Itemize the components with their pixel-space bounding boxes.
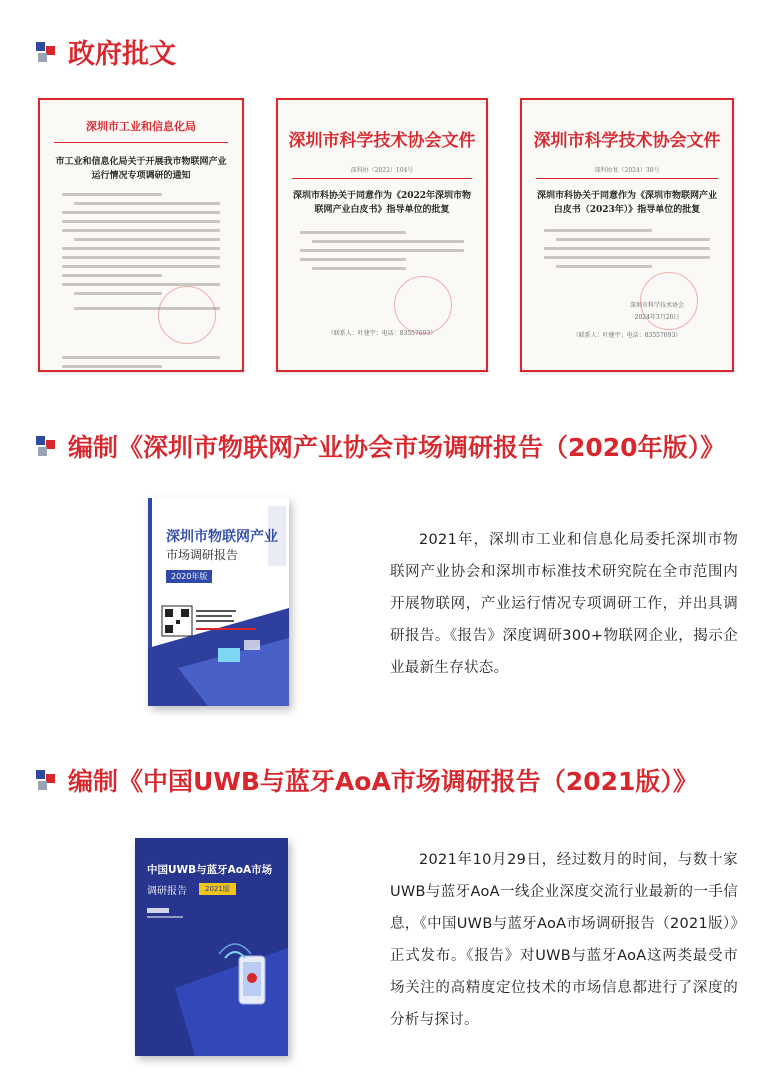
official-seal bbox=[394, 276, 452, 334]
report-2020-description bbox=[390, 524, 738, 684]
section-bullet-icon bbox=[36, 770, 56, 790]
doc-header-rule bbox=[54, 142, 228, 143]
approval-document-1 bbox=[38, 98, 244, 372]
doc-header: 深圳市工业和信息化局 bbox=[86, 120, 196, 133]
cover-title-line1: 中国UWB与蓝牙AoA市场 bbox=[147, 864, 273, 876]
section-bullet-icon bbox=[36, 436, 56, 456]
doc-text-line bbox=[312, 267, 406, 270]
doc-text-line bbox=[62, 256, 220, 259]
section-title-text: 政府批文 bbox=[68, 39, 176, 70]
doc-date: 2024年3月26日 bbox=[634, 314, 680, 321]
section-title-approvals bbox=[36, 32, 176, 71]
report-cover-2021 bbox=[135, 838, 288, 1056]
doc-title: 深圳市科协关于同意作为《深圳市物联网产业白皮书（2023年）》指导单位的批复 bbox=[536, 191, 717, 215]
cover-title-line1: 深圳市物联网产业 bbox=[166, 529, 278, 545]
cover-title-line2: 市场调研报告 bbox=[166, 548, 239, 562]
doc-text-line bbox=[74, 202, 220, 205]
doc-text-line bbox=[62, 274, 162, 277]
section-bullet-icon bbox=[36, 42, 56, 62]
approval-document-3 bbox=[520, 98, 734, 372]
cover-title-line2: 调研报告 bbox=[147, 886, 187, 897]
doc-signer: 深圳市科学技术协会 bbox=[629, 302, 684, 309]
doc-text-line bbox=[62, 283, 220, 286]
doc-text-line bbox=[556, 238, 710, 241]
section-title-text: 编制《深圳市物联网产业协会市场调研报告（2020年版）》 bbox=[68, 433, 726, 462]
approval-document-2 bbox=[276, 98, 488, 372]
cover-edition-badge: 2021版 bbox=[199, 883, 236, 895]
doc-title: 深圳市科协关于同意作为《2022年深圳市物联网产业白皮书》指导单位的批复 bbox=[292, 191, 472, 215]
doc-text-line bbox=[544, 256, 710, 259]
doc-header-rule bbox=[536, 178, 718, 179]
paragraph-text: 2021年10月29日，经过数月的时间，与数十家UWB与蓝牙AoA一线企业深度交流行业最新的一手信息，《中国UWB与蓝牙AoA市场调研报告（2021版）》正式发布。《报告》对UWB与蓝牙AoA这两类最受市场关注的高精度定位技术的市场信息都进行了深度的分析与探讨。 bbox=[390, 852, 738, 1028]
doc-text-line bbox=[62, 265, 220, 268]
doc-text-line bbox=[300, 231, 406, 234]
doc-text-line bbox=[544, 229, 652, 232]
doc-header: 深圳市科学技术协会文件 bbox=[288, 131, 476, 151]
doc-text-line bbox=[74, 292, 162, 295]
official-seal bbox=[158, 286, 216, 344]
doc-text-line bbox=[300, 249, 464, 252]
doc-title: 市工业和信息化局关于开展我市物联网产业运行情况专项调研的通知 bbox=[55, 157, 227, 181]
doc-contact: （联系人：叶健宇；电话：83557693） bbox=[572, 332, 682, 339]
doc-text-line bbox=[62, 211, 220, 214]
doc-text-line bbox=[62, 365, 162, 368]
doc-header-rule bbox=[292, 178, 472, 179]
section-title-text: 编制《中国UWB与蓝牙AoA市场调研报告（2021版）》 bbox=[68, 767, 698, 796]
doc-contact: （联系人：叶建宇；电话：83557693） bbox=[327, 330, 437, 337]
report-cover-2020 bbox=[148, 498, 289, 706]
doc-text-line bbox=[62, 229, 220, 232]
doc-text-line bbox=[312, 240, 464, 243]
doc-number: 深科协（2022）104号 bbox=[350, 167, 414, 174]
paragraph-text: 2021年，深圳市工业和信息化局委托深圳市物联网产业协会和深圳市标准技术研究院在全市范围内开展物联网，产业运行情况专项调研工作，并出具调研报告。《报告》深度调研300+物联网企业，揭示企业最新生存状态。 bbox=[390, 532, 738, 676]
doc-text-line bbox=[74, 238, 220, 241]
doc-number: 深科协复（2024）38号 bbox=[594, 167, 660, 174]
section-title-report-2020 bbox=[36, 428, 725, 464]
doc-text-line bbox=[62, 220, 220, 223]
doc-text-line bbox=[300, 258, 406, 261]
doc-header: 深圳市科学技术协会文件 bbox=[533, 131, 721, 151]
doc-text-line bbox=[62, 356, 220, 359]
report-2021-description bbox=[390, 844, 738, 1036]
doc-text-line bbox=[556, 265, 652, 268]
section-title-report-2021 bbox=[36, 762, 698, 798]
doc-text-line bbox=[62, 247, 220, 250]
cover-edition-badge: 2020年版 bbox=[166, 570, 212, 583]
doc-text-line bbox=[62, 193, 162, 196]
doc-text-line bbox=[544, 247, 710, 250]
